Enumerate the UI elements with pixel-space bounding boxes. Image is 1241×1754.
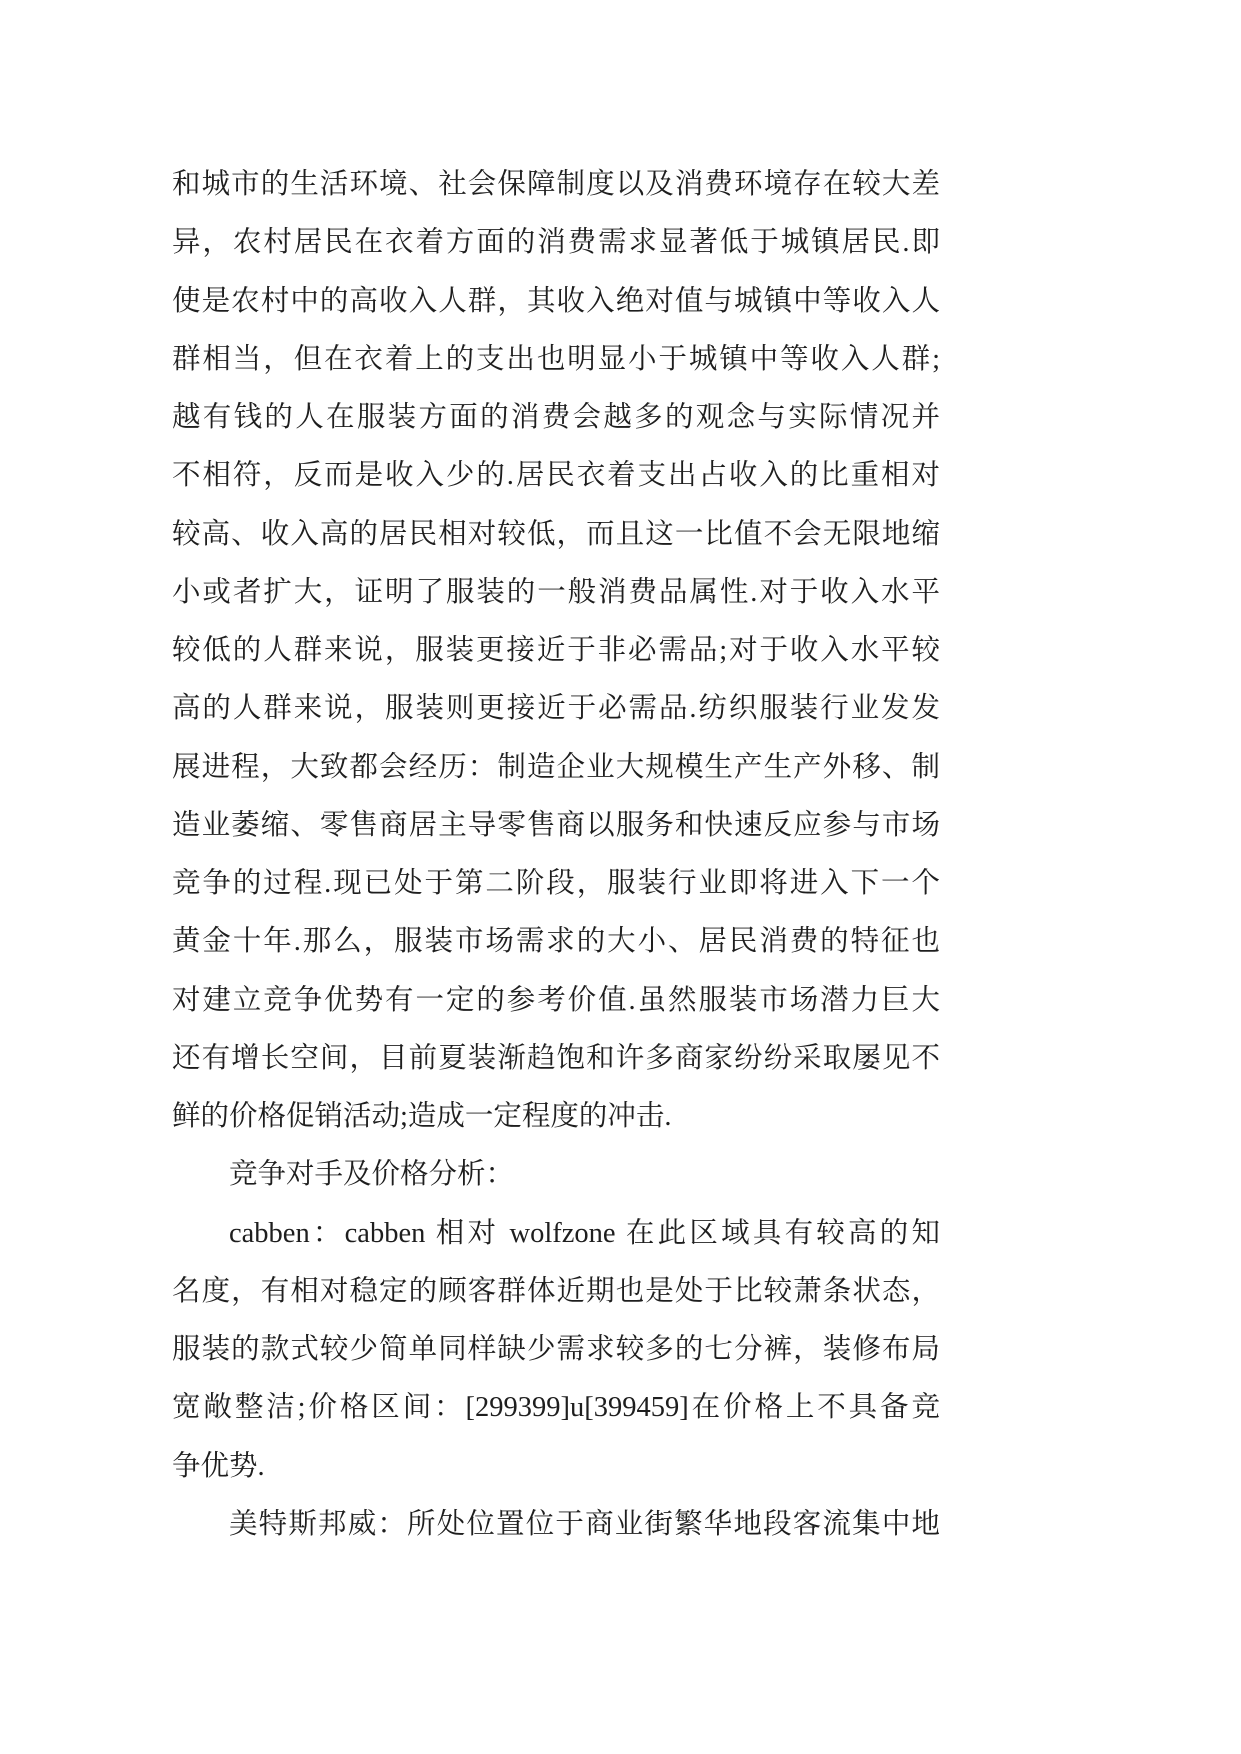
paragraph-market-analysis [172, 156, 940, 1146]
text-line: 不相符，反而是收入少的.居民衣着支出占收入的比重相对 [172, 460, 940, 492]
paragraph-metersbonwe [172, 1496, 940, 1554]
section-heading-competitors [172, 1146, 940, 1204]
text-line: 鲜的价格促销活动;造成一定程度的冲击. [172, 1101, 672, 1132]
text-line: 竞争的过程.现已处于第二阶段，服装行业即将进入下一个 [172, 868, 940, 899]
text-line: 使是农村中的高收入人群，其收入绝对值与城镇中等收入人 [172, 285, 940, 317]
text-line: 黄金十年.那么，服装市场需求的大小、居民消费的特征也 [172, 926, 940, 958]
text-line: 较低的人群来说，服装更接近于非必需品;对于收入水平较 [172, 635, 940, 666]
text-line: 名度，有相对稳定的顾客群体近期也是处于比较萧条状态， [172, 1275, 940, 1307]
text-line: 造业萎缩、零售商居主导零售商以服务和快速反应参与市场 [172, 809, 940, 841]
text-line: 较高、收入高的居民相对较低，而且这一比值不会无限地缩 [172, 518, 940, 550]
text-line: 争优势. [172, 1450, 265, 1482]
text-line: 宽敞整洁;价格区间：[299399]u[399459]在价格上不具备竞 [172, 1392, 940, 1424]
text-line: cabben：cabben 相对 wolfzone 在此区域具有较高的知 [229, 1217, 940, 1249]
text-line: 展进程，大致都会经历：制造企业大规模生产生产外移、制 [172, 751, 940, 783]
body-text [172, 156, 940, 1554]
text-line: 群相当，但在衣着上的支出也明显小于城镇中等收入人群; [172, 343, 940, 375]
paragraph-cabben [172, 1205, 940, 1496]
text-line: 竞争对手及价格分析： [229, 1159, 515, 1191]
text-line: 服装的款式较少简单同样缺少需求较多的七分裤，装修布局 [172, 1334, 940, 1365]
text-line: 小或者扩大，证明了服装的一般消费品属性.对于收入水平 [172, 576, 940, 608]
text-line: 美特斯邦威：所处位置位于商业街繁华地段客流集中地 [229, 1508, 940, 1540]
text-line: 还有增长空间，目前夏装渐趋饱和许多商家纷纷采取屡见不 [172, 1042, 940, 1074]
text-line: 异，农村居民在衣着方面的消费需求显著低于城镇居民.即 [172, 227, 940, 259]
text-line: 对建立竞争优势有一定的参考价值.虽然服装市场潜力巨大 [172, 984, 940, 1016]
text-line: 高的人群来说，服装则更接近于必需品.纺织服装行业发发 [172, 693, 940, 725]
text-line: 越有钱的人在服装方面的消费会越多的观念与实际情况并 [172, 402, 940, 433]
text-line: 和城市的生活环境、社会保障制度以及消费环境存在较大差 [172, 169, 940, 200]
